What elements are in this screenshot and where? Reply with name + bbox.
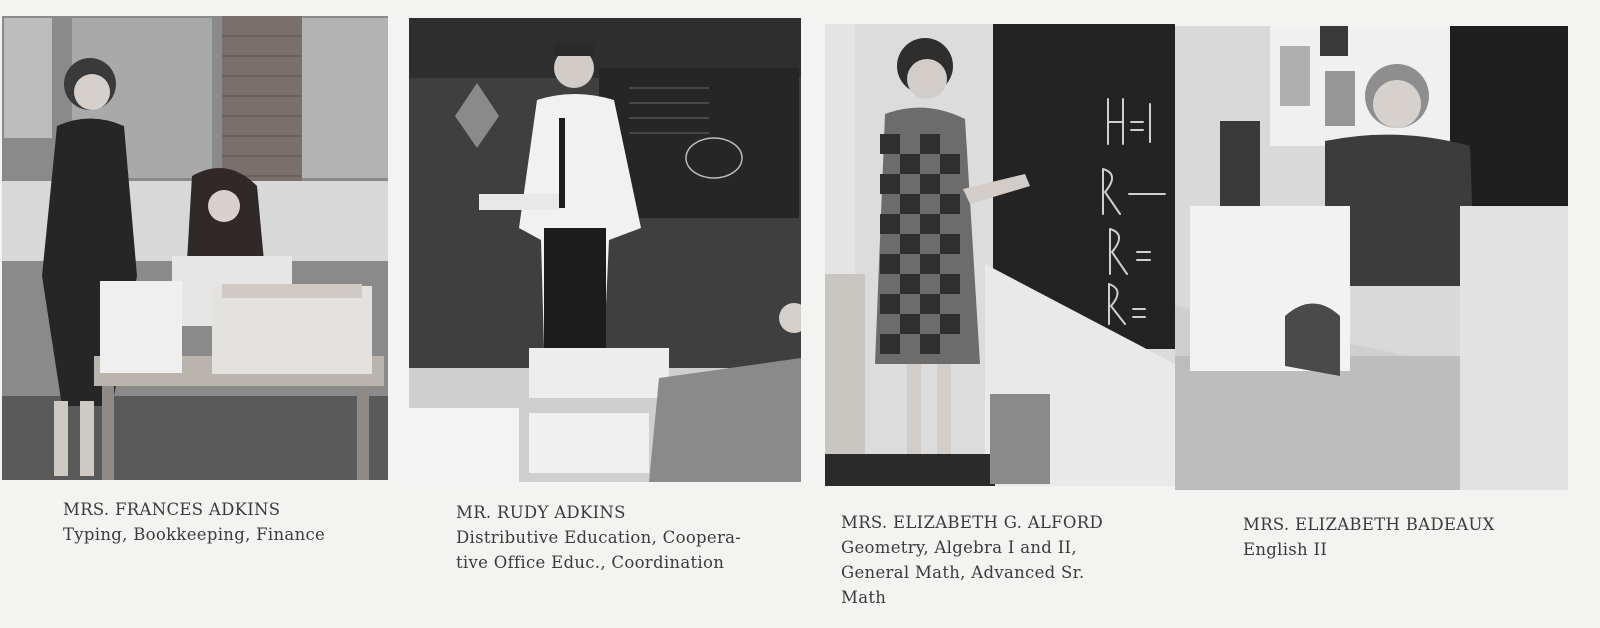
- teacher-name: MRS. ELIZABETH BADEAUX: [1243, 515, 1495, 534]
- photo-scene: [2, 16, 388, 480]
- teacher-name: MRS. FRANCES ADKINS: [63, 500, 281, 519]
- photo-frances-adkins: [2, 16, 388, 480]
- teacher-subjects: Geometry, Algebra I and II,: [841, 538, 1077, 557]
- teacher-subjects: Distributive Education, Coopera-: [456, 528, 742, 547]
- photo-elizabeth-badeaux: [1175, 26, 1568, 490]
- caption-frances-adkins: [63, 497, 325, 547]
- photo-scene: [825, 24, 1175, 486]
- teacher-subjects: Math: [841, 588, 887, 607]
- caption-rudy-adkins: [456, 500, 741, 575]
- teacher-subjects: Typing, Bookkeeping, Finance: [63, 525, 326, 544]
- photo-scene: [409, 18, 801, 482]
- photo-elizabeth-alford: [825, 24, 1175, 486]
- teacher-name: MR. RUDY ADKINS: [456, 503, 626, 522]
- photo-scene: [1175, 26, 1568, 490]
- caption-elizabeth-badeaux: [1243, 512, 1495, 562]
- teacher-subjects: English II: [1243, 540, 1328, 559]
- teacher-subjects: tive Office Educ., Coordination: [456, 553, 725, 572]
- teacher-name: MRS. ELIZABETH G. ALFORD: [841, 513, 1104, 532]
- teacher-subjects: General Math, Advanced Sr.: [841, 563, 1085, 582]
- photo-rudy-adkins: [409, 18, 801, 482]
- caption-elizabeth-alford: [841, 510, 1103, 610]
